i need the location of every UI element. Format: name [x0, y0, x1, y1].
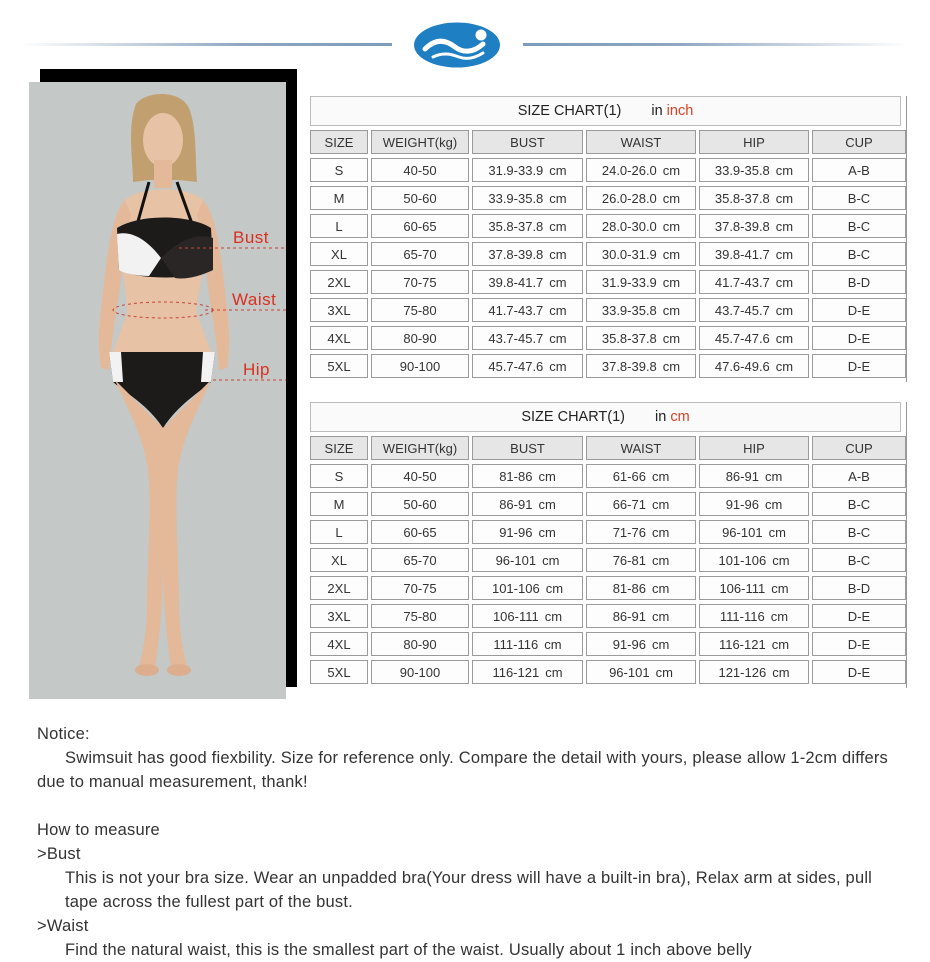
cell-value: D-E — [847, 636, 871, 652]
table-cell — [812, 298, 906, 322]
cell-value: 111-116 — [719, 608, 765, 624]
cell-unit: cm — [662, 190, 681, 206]
cell-value: 86-91 — [725, 468, 759, 484]
cell-value: 96-101 — [495, 552, 537, 568]
cell-unit: cm — [544, 636, 562, 652]
table-cell — [812, 186, 906, 210]
table-cell — [472, 326, 583, 350]
cell-value: 45.7-47.6 — [714, 330, 770, 346]
cell-unit: cm — [538, 496, 556, 512]
cell-value: 116-121 — [718, 636, 766, 652]
table-cell — [472, 464, 583, 488]
table-edge-line — [906, 402, 907, 688]
cell-unit: cm — [544, 608, 563, 624]
notice-heading: Notice: — [37, 725, 90, 743]
cell-unit: cm — [772, 552, 790, 568]
cell-value: S — [334, 162, 344, 178]
bust-heading: >Bust — [37, 845, 81, 863]
table-cell — [586, 604, 696, 628]
waist-heading: >Waist — [37, 917, 89, 935]
table-cell — [310, 576, 368, 600]
column-header: WAIST — [586, 436, 696, 460]
cell-unit: cm — [775, 302, 794, 318]
table-cell — [371, 298, 469, 322]
cell-value: 5XL — [327, 664, 351, 680]
cell-value: 91-96 — [499, 524, 533, 540]
table-cell — [699, 354, 809, 378]
cell-unit: cm — [542, 552, 560, 568]
table-cell — [310, 298, 368, 322]
cell-value: 101-106 — [718, 552, 767, 568]
cell-value: D-E — [847, 664, 871, 680]
table-title — [310, 96, 901, 126]
wave-figure-icon — [413, 22, 501, 68]
size-grid — [310, 126, 901, 378]
table-cell — [699, 326, 809, 350]
cell-value: 121-126 — [718, 664, 767, 680]
cell-unit: cm — [651, 636, 670, 652]
cell-value: A-B — [848, 468, 870, 484]
cell-value: B-C — [847, 552, 871, 568]
table-cell — [310, 214, 368, 238]
table-cell — [812, 158, 906, 182]
table-title-text: SIZE CHART(1) — [517, 103, 622, 119]
table-cell — [812, 242, 906, 266]
cell-unit: cm — [655, 664, 673, 680]
cell-unit: cm — [662, 246, 681, 262]
cell-unit: cm — [549, 358, 567, 374]
cell-value: XL — [331, 552, 347, 568]
cell-value: 91-96 — [725, 496, 759, 512]
cell-value: 37.8-39.8 — [488, 246, 544, 262]
table-cell — [371, 576, 469, 600]
cell-value: 37.8-39.8 — [714, 218, 770, 234]
table-cell — [371, 326, 469, 350]
table-cell — [586, 520, 696, 544]
cell-value: 39.8-41.7 — [714, 246, 770, 262]
table-cell — [472, 298, 583, 322]
table-cell — [371, 492, 469, 516]
table-cell — [371, 604, 469, 628]
table-cell — [371, 548, 469, 572]
table-title-text: SIZE CHART(1) — [521, 409, 626, 425]
table-cell — [699, 660, 809, 684]
table-cell — [812, 520, 906, 544]
cell-value: 41.7-43.7 — [488, 302, 544, 318]
cell-unit: cm — [775, 274, 794, 290]
cell-unit: cm — [651, 608, 670, 624]
column-header: CUP — [812, 436, 906, 460]
bust-label: Bust — [233, 228, 270, 247]
cell-value: B-C — [847, 218, 871, 234]
table-cell — [586, 214, 696, 238]
table-cell — [699, 632, 809, 656]
bust-text: This is not your bra size. Wear an unpadded bra(Your dress will have a built-in bra), Relax arm at sides, pull tape across the fullest part of the bust. — [65, 869, 873, 911]
cell-value: 4XL — [327, 636, 351, 652]
cell-unit: cm — [768, 524, 786, 540]
table-cell — [699, 242, 809, 266]
cell-unit: cm — [775, 218, 794, 234]
table-cell — [586, 632, 696, 656]
cell-value: 26.0-28.0 — [601, 190, 657, 206]
table-cell — [371, 660, 469, 684]
table-cell — [371, 520, 469, 544]
cell-value: B-C — [847, 524, 871, 540]
table-cell — [472, 270, 583, 294]
cell-unit: cm — [770, 608, 789, 624]
table-cell — [472, 548, 583, 572]
cell-value: 111-116 — [493, 636, 539, 652]
table-cell — [472, 576, 583, 600]
cell-unit: cm — [549, 274, 567, 290]
table-cell — [586, 186, 696, 210]
table-in-label: in — [651, 103, 663, 119]
cell-value: 31.9-33.9 — [488, 162, 544, 178]
cell-value: 90-100 — [399, 358, 441, 374]
table-cell — [586, 354, 696, 378]
column-header: HIP — [699, 130, 809, 154]
how-to-measure-heading: How to measure — [37, 821, 160, 839]
cell-value: D-E — [847, 302, 871, 318]
cell-unit: cm — [651, 580, 670, 596]
cell-unit: cm — [538, 524, 556, 540]
cell-unit: cm — [662, 274, 681, 290]
cell-value: B-D — [847, 580, 871, 596]
cell-value: D-E — [847, 608, 871, 624]
cell-unit: cm — [549, 246, 567, 262]
cell-value: 31.9-33.9 — [601, 274, 657, 290]
cell-unit: cm — [775, 330, 794, 346]
table-cell — [472, 186, 583, 210]
cell-value: 35.8-37.8 — [714, 190, 770, 206]
table-title — [310, 402, 901, 432]
cell-unit: cm — [545, 580, 564, 596]
cell-value: 66-71 — [612, 496, 646, 512]
table-cell — [699, 186, 809, 210]
cell-value: 60-65 — [403, 524, 437, 540]
cell-value: 3XL — [327, 608, 351, 624]
column-header: WAIST — [586, 130, 696, 154]
table-cell — [310, 354, 368, 378]
cell-unit: cm — [662, 330, 681, 346]
cell-unit: cm — [775, 162, 794, 178]
cell-value: 33.9-35.8 — [488, 190, 544, 206]
cell-value: 24.0-26.0 — [601, 162, 657, 178]
cell-value: 80-90 — [403, 330, 437, 346]
table-cell — [371, 464, 469, 488]
table-cell — [472, 660, 583, 684]
cell-value: 80-90 — [403, 636, 437, 652]
cell-value: 28.0-30.0 — [601, 218, 657, 234]
cell-value: 50-60 — [403, 496, 437, 512]
table-cell — [472, 214, 583, 238]
cell-value: 86-91 — [499, 496, 533, 512]
cell-value: B-D — [847, 274, 871, 290]
table-cell — [812, 270, 906, 294]
cell-unit: cm — [775, 246, 794, 262]
cell-value: D-E — [847, 358, 871, 374]
cell-value: 37.8-39.8 — [601, 358, 657, 374]
table-cell — [586, 270, 696, 294]
table-edge-line — [906, 96, 907, 382]
measurement-notes — [37, 722, 897, 962]
cell-unit: cm — [651, 468, 670, 484]
cell-value: 65-70 — [403, 246, 437, 262]
table-cell — [310, 270, 368, 294]
hip-label: Hip — [243, 360, 271, 379]
cell-value: 70-75 — [403, 580, 437, 596]
cell-unit: cm — [771, 580, 789, 596]
cell-value: 86-91 — [612, 608, 646, 624]
cell-value: 33.9-35.8 — [601, 302, 657, 318]
size-chart-inch — [310, 96, 901, 378]
cell-unit: cm — [764, 496, 783, 512]
header-divider-left — [20, 43, 392, 46]
table-cell — [699, 464, 809, 488]
size-grid — [310, 432, 901, 684]
cell-value: 39.8-41.7 — [488, 274, 544, 290]
cell-value: 60-65 — [403, 218, 437, 234]
table-cell — [699, 158, 809, 182]
cell-value: B-C — [847, 190, 871, 206]
table-unit: cm — [670, 409, 690, 425]
cell-value: 3XL — [327, 302, 351, 318]
table-cell — [812, 326, 906, 350]
cell-unit: cm — [771, 636, 790, 652]
table-cell — [812, 576, 906, 600]
table-cell — [586, 242, 696, 266]
model-photo — [29, 82, 286, 699]
table-cell — [310, 326, 368, 350]
column-header: WEIGHT(kg) — [371, 130, 469, 154]
cell-value: 4XL — [327, 330, 351, 346]
cell-value: 91-96 — [612, 636, 646, 652]
table-cell — [371, 354, 469, 378]
table-cell — [310, 186, 368, 210]
cell-unit: cm — [549, 218, 567, 234]
header-divider-right — [523, 43, 908, 46]
cell-value: 43.7-45.7 — [714, 302, 770, 318]
cell-value: 2XL — [327, 580, 351, 596]
cell-value: 45.7-47.6 — [488, 358, 544, 374]
cell-value: L — [335, 524, 343, 540]
cell-value: 40-50 — [403, 468, 437, 484]
table-cell — [310, 464, 368, 488]
cell-unit: cm — [662, 358, 681, 374]
table-cell — [586, 326, 696, 350]
cell-value: 41.7-43.7 — [714, 274, 770, 290]
cell-value: S — [334, 468, 344, 484]
waist-text: Find the natural waist, this is the smallest part of the waist. Usually about 1 inch above belly — [65, 941, 752, 959]
cell-unit: cm — [662, 162, 681, 178]
cell-unit: cm — [538, 468, 556, 484]
cell-unit: cm — [662, 302, 681, 318]
table-cell — [699, 604, 809, 628]
table-cell — [310, 158, 368, 182]
notice-text: Swimsuit has good fiexbility. Size for reference only. Compare the detail with yours, please allow 1-2cm differs due to manual measurement, thank! — [37, 749, 889, 791]
cell-value: 116-121 — [492, 664, 540, 680]
cell-value: 96-101 — [722, 524, 763, 540]
table-cell — [699, 576, 809, 600]
cell-value: 2XL — [327, 274, 351, 290]
table-cell — [472, 520, 583, 544]
cell-value: 76-81 — [612, 552, 646, 568]
cell-value: 81-86 — [612, 580, 646, 596]
table-cell — [812, 632, 906, 656]
cell-value: 40-50 — [403, 162, 437, 178]
table-cell — [699, 270, 809, 294]
cell-value: 75-80 — [403, 608, 437, 624]
table-cell — [310, 492, 368, 516]
cell-value: 43.7-45.7 — [488, 330, 544, 346]
table-cell — [472, 354, 583, 378]
cell-unit: cm — [549, 302, 567, 318]
cell-unit: cm — [662, 218, 681, 234]
cell-value: XL — [331, 246, 347, 262]
cell-value: L — [335, 218, 343, 234]
table-cell — [371, 242, 469, 266]
table-cell — [812, 548, 906, 572]
cell-unit: cm — [545, 664, 563, 680]
cell-value: 65-70 — [403, 552, 437, 568]
cell-value: 47.6-49.6 — [714, 358, 770, 374]
cell-value: 101-106 — [491, 580, 540, 596]
column-header: HIP — [699, 436, 809, 460]
table-cell — [310, 660, 368, 684]
table-cell — [472, 242, 583, 266]
size-chart-cm — [310, 402, 901, 684]
table-cell — [812, 604, 906, 628]
column-header: BUST — [472, 130, 583, 154]
table-cell — [812, 660, 906, 684]
table-cell — [586, 576, 696, 600]
column-header: SIZE — [310, 130, 368, 154]
table-cell — [310, 632, 368, 656]
cell-value: 61-66 — [612, 468, 646, 484]
cell-unit: cm — [775, 358, 794, 374]
cell-value: 50-60 — [403, 190, 437, 206]
cell-unit: cm — [764, 468, 783, 484]
table-cell — [371, 632, 469, 656]
column-header: SIZE — [310, 436, 368, 460]
table-unit: inch — [666, 103, 694, 119]
cell-value: B-C — [847, 246, 871, 262]
column-header: BUST — [472, 436, 583, 460]
cell-value: A-B — [848, 162, 870, 178]
column-header: CUP — [812, 130, 906, 154]
cell-value: B-C — [847, 496, 871, 512]
table-cell — [699, 548, 809, 572]
table-cell — [586, 158, 696, 182]
table-cell — [586, 548, 696, 572]
cell-value: 75-80 — [403, 302, 437, 318]
table-cell — [310, 604, 368, 628]
cell-unit: cm — [549, 330, 567, 346]
table-cell — [699, 520, 809, 544]
table-cell — [472, 632, 583, 656]
table-cell — [371, 158, 469, 182]
table-cell — [371, 186, 469, 210]
table-cell — [371, 270, 469, 294]
table-cell — [812, 492, 906, 516]
cell-value: D-E — [847, 330, 871, 346]
table-cell — [472, 158, 583, 182]
table-cell — [371, 214, 469, 238]
cell-value: 33.9-35.8 — [714, 162, 770, 178]
table-cell — [310, 548, 368, 572]
table-cell — [586, 298, 696, 322]
cell-unit: cm — [651, 524, 670, 540]
cell-unit: cm — [549, 162, 567, 178]
cell-value: 96-101 — [609, 664, 650, 680]
table-cell — [699, 214, 809, 238]
table-cell — [812, 354, 906, 378]
table-cell — [472, 492, 583, 516]
cell-value: 70-75 — [403, 274, 437, 290]
table-in-label: in — [655, 409, 667, 425]
table-cell — [699, 298, 809, 322]
cell-unit: cm — [651, 552, 670, 568]
cell-value: 81-86 — [499, 468, 533, 484]
table-cell — [472, 604, 583, 628]
cell-unit: cm — [549, 190, 567, 206]
table-cell — [812, 214, 906, 238]
cell-value: 106-111 — [719, 580, 766, 596]
cell-value: 90-100 — [399, 664, 441, 680]
cell-value: M — [333, 190, 345, 206]
cell-value: 35.8-37.8 — [601, 330, 657, 346]
waist-label: Waist — [232, 290, 277, 309]
table-cell — [812, 464, 906, 488]
cell-unit: cm — [651, 496, 670, 512]
cell-value: 71-76 — [612, 524, 646, 540]
table-cell — [586, 660, 696, 684]
table-cell — [699, 492, 809, 516]
cell-value: 35.8-37.8 — [488, 218, 544, 234]
table-cell — [310, 242, 368, 266]
cell-value: M — [333, 496, 345, 512]
cell-value: 30.0-31.9 — [601, 246, 657, 262]
cell-unit: cm — [772, 664, 790, 680]
cell-value: 5XL — [327, 358, 351, 374]
table-cell — [310, 520, 368, 544]
column-header: WEIGHT(kg) — [371, 436, 469, 460]
table-cell — [586, 492, 696, 516]
table-cell — [586, 464, 696, 488]
cell-value: 106-111 — [492, 608, 539, 624]
cell-unit: cm — [775, 190, 794, 206]
